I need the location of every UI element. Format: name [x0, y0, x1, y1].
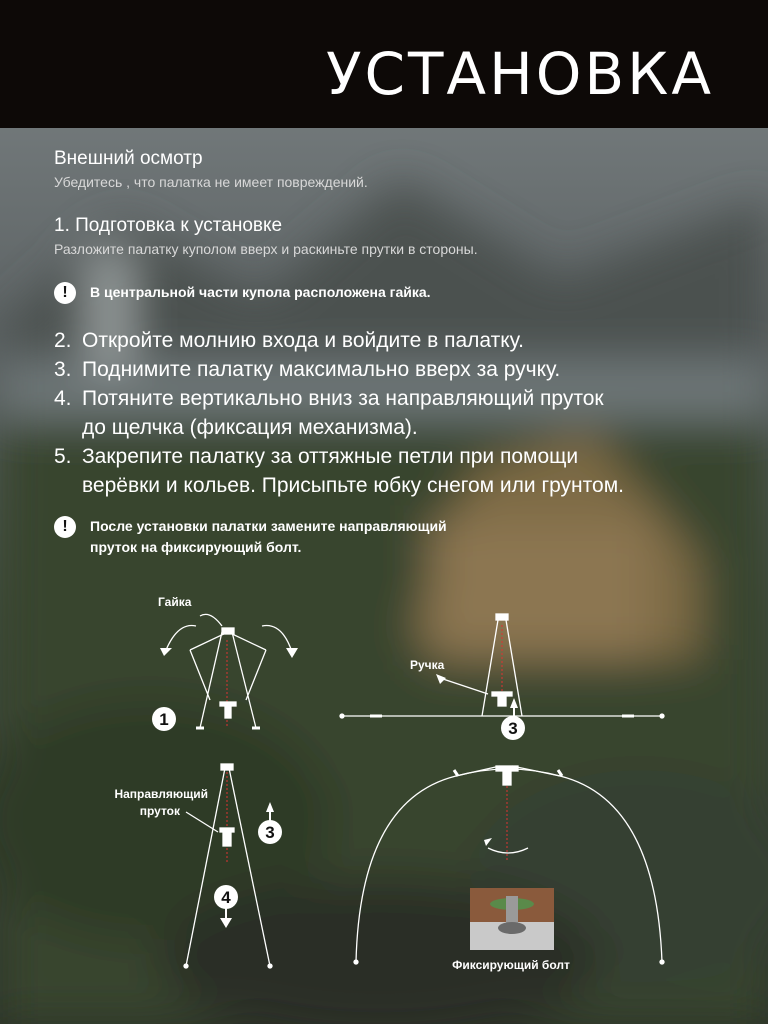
label-guide-rod: Направляющий — [114, 787, 208, 801]
step-text — [82, 384, 604, 442]
label-fixing-bolt: Фиксирующий болт — [452, 958, 570, 972]
step-badge-3 — [258, 820, 282, 844]
step-number: 5. — [54, 445, 72, 468]
step-text: Откройте молнию входа и войдите в палатку. — [82, 329, 524, 352]
label-handle: Ручка — [410, 658, 445, 672]
step-number: 3. — [54, 358, 72, 381]
rotate-arrow — [488, 848, 528, 853]
installation-diagram — [0, 580, 768, 1024]
list-item — [54, 326, 744, 355]
frame-spread-figure — [166, 614, 292, 728]
step-text: Поднимите палатку максимально вверх за ручку. — [82, 358, 561, 381]
badge-label: 3 — [265, 823, 275, 842]
bolt-photo — [470, 888, 554, 950]
step-text-line: Потяните вертикально вниз за направляющий пруток — [82, 387, 604, 410]
prep-text: Разложите палатку куполом вверх и раскиньте прутки в стороны. — [54, 241, 478, 257]
note-bolt-line: пруток на фиксирующий болт. — [90, 539, 302, 555]
label-guide-rod-2: пруток — [139, 804, 180, 818]
badge-label: 4 — [221, 888, 231, 907]
list-item — [54, 355, 744, 384]
note-bolt — [54, 516, 447, 558]
step-badge-3 — [501, 716, 525, 740]
note-bolt-line: После установки палатки замените направляющий — [90, 518, 447, 534]
arrow-left-curve — [166, 626, 196, 651]
inspection-title: Внешний осмотр — [54, 148, 203, 169]
badge-label: 1 — [159, 710, 169, 729]
prep-title: 1. Подготовка к установке — [54, 215, 283, 236]
step-text-line: до щелчка (фиксация механизма). — [82, 416, 418, 439]
step-number: 2. — [54, 329, 72, 352]
note-bolt-text — [90, 516, 447, 558]
step-text — [82, 442, 624, 500]
badge-label: 3 — [508, 719, 518, 738]
header-bar — [0, 0, 768, 128]
steps-list — [54, 326, 744, 500]
step-text-line: Закрепите палатку за оттяжные петли при помощи — [82, 445, 579, 468]
list-item — [54, 442, 744, 500]
page-title: УСТАНОВКА — [326, 40, 714, 108]
warning-icon: ! — [54, 282, 76, 304]
frame-raised-figure — [340, 614, 664, 718]
inspection-text: Убедитесь , что палатка не имеет повреждений. — [54, 174, 368, 190]
label-nut: Гайка — [158, 595, 192, 609]
warning-icon: ! — [54, 516, 76, 538]
list-item — [54, 384, 744, 442]
step-number: 4. — [54, 387, 72, 410]
note-nut-text: В центральной части купола расположена гайка. — [90, 284, 431, 300]
note-nut — [54, 282, 431, 304]
step-badge-1 — [152, 707, 176, 731]
step-badge-4 — [214, 885, 238, 909]
step-text-line: верёвки и кольев. Присыпьте юбку снегом или грунтом. — [82, 474, 624, 497]
